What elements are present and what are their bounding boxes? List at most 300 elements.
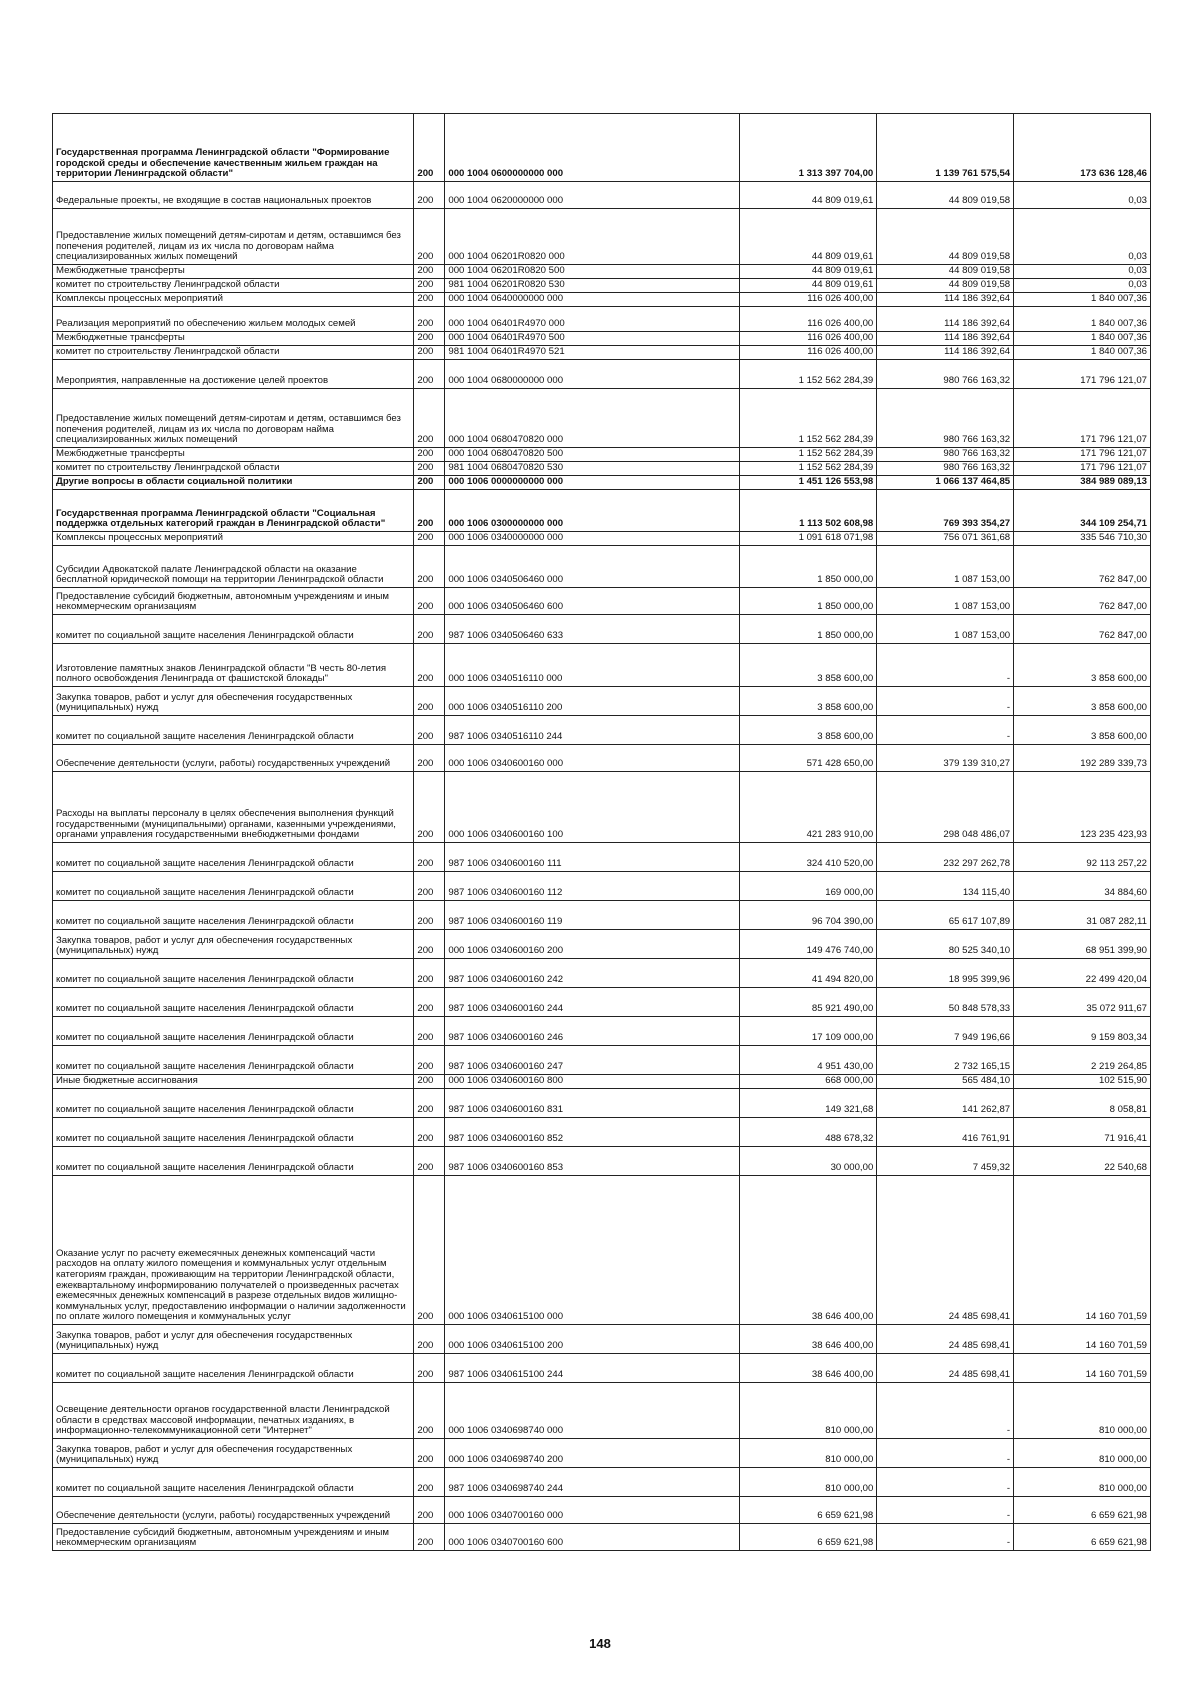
unexecuted-amount-cell: 6 659 621,98 bbox=[1014, 1524, 1151, 1551]
budget-classification-code-cell: 000 1004 0680000000 000 bbox=[445, 360, 740, 389]
expense-name-cell: комитет по социальной защите населения Ленинградской области bbox=[53, 1118, 414, 1147]
approved-amount-cell: 668 000,00 bbox=[740, 1075, 877, 1089]
executed-amount-cell: 7 949 196,66 bbox=[877, 1017, 1014, 1046]
executed-amount-cell: 416 761,91 bbox=[877, 1118, 1014, 1147]
approved-amount-cell: 17 109 000,00 bbox=[740, 1017, 877, 1046]
line-code-cell: 200 bbox=[414, 1468, 445, 1497]
table-row bbox=[53, 716, 1151, 745]
approved-amount-cell: 571 428 650,00 bbox=[740, 745, 877, 772]
line-code-cell: 200 bbox=[414, 1325, 445, 1354]
table-row bbox=[53, 872, 1151, 901]
executed-amount-cell: 2 732 165,15 bbox=[877, 1046, 1014, 1075]
executed-amount-cell: - bbox=[877, 644, 1014, 687]
expense-name-cell: комитет по социальной защите населения Ленинградской области bbox=[53, 716, 414, 745]
expense-name-cell: Освещение деятельности органов государственной власти Ленинградской области в средствах массовой информации, печатных изданиях, в информационно-телекоммуникационной сети "Интернет" bbox=[53, 1383, 414, 1439]
executed-amount-cell: 24 485 698,41 bbox=[877, 1176, 1014, 1325]
table-row bbox=[53, 1017, 1151, 1046]
approved-amount-cell: 96 704 390,00 bbox=[740, 901, 877, 930]
executed-amount-cell: - bbox=[877, 1524, 1014, 1551]
line-code-cell: 200 bbox=[414, 360, 445, 389]
table-row bbox=[53, 1089, 1151, 1118]
table-row bbox=[53, 1147, 1151, 1176]
executed-amount-cell: 80 525 340,10 bbox=[877, 930, 1014, 959]
budget-classification-code-cell: 981 1004 06201R0820 530 bbox=[445, 279, 740, 293]
budget-classification-code-cell: 987 1006 0340698740 244 bbox=[445, 1468, 740, 1497]
executed-amount-cell: 65 617 107,89 bbox=[877, 901, 1014, 930]
expense-name-cell: Предоставление субсидий бюджетным, автономным учреждениям и иным некоммерческим организациям bbox=[53, 588, 414, 615]
budget-classification-code-cell: 987 1006 0340600160 246 bbox=[445, 1017, 740, 1046]
unexecuted-amount-cell: 8 058,81 bbox=[1014, 1089, 1151, 1118]
unexecuted-amount-cell: 0,03 bbox=[1014, 209, 1151, 265]
approved-amount-cell: 44 809 019,61 bbox=[740, 209, 877, 265]
line-code-cell: 200 bbox=[414, 546, 445, 588]
executed-amount-cell: 1 087 153,00 bbox=[877, 615, 1014, 644]
expense-name-cell: комитет по социальной защите населения Ленинградской области bbox=[53, 1046, 414, 1075]
budget-classification-code-cell: 000 1006 0340615100 200 bbox=[445, 1325, 740, 1354]
table-row bbox=[53, 1075, 1151, 1089]
budget-classification-code-cell: 987 1006 0340600160 831 bbox=[445, 1089, 740, 1118]
budget-classification-code-cell: 000 1006 0340615100 000 bbox=[445, 1176, 740, 1325]
executed-amount-cell: 44 809 019,58 bbox=[877, 265, 1014, 279]
executed-amount-cell: 50 848 578,33 bbox=[877, 988, 1014, 1017]
approved-amount-cell: 44 809 019,61 bbox=[740, 265, 877, 279]
expense-name-cell: комитет по социальной защите населения Ленинградской области bbox=[53, 988, 414, 1017]
line-code-cell: 200 bbox=[414, 1354, 445, 1383]
table-row bbox=[53, 448, 1151, 462]
executed-amount-cell: 980 766 163,32 bbox=[877, 462, 1014, 476]
budget-classification-code-cell: 000 1004 06201R0820 000 bbox=[445, 209, 740, 265]
expense-name-cell: Государственная программа Ленинградской области "Формирование городской среды и обеспечение качественным жильем граждан на территории Ленинградской области" bbox=[53, 114, 414, 182]
expense-name-cell: Изготовление памятных знаков Ленинградской области "В честь 80-летия полного освобождения Ленинграда от фашистской блокады" bbox=[53, 644, 414, 687]
line-code-cell: 200 bbox=[414, 930, 445, 959]
budget-classification-code-cell: 987 1006 0340615100 244 bbox=[445, 1354, 740, 1383]
table-row bbox=[53, 644, 1151, 687]
line-code-cell: 200 bbox=[414, 448, 445, 462]
line-code-cell: 200 bbox=[414, 843, 445, 872]
line-code-cell: 200 bbox=[414, 1075, 445, 1089]
expense-name-cell: Обеспечение деятельности (услуги, работы) государственных учреждений bbox=[53, 745, 414, 772]
unexecuted-amount-cell: 34 884,60 bbox=[1014, 872, 1151, 901]
approved-amount-cell: 85 921 490,00 bbox=[740, 988, 877, 1017]
budget-classification-code-cell: 000 1006 0340600160 000 bbox=[445, 745, 740, 772]
approved-amount-cell: 1 451 126 553,98 bbox=[740, 476, 877, 490]
table-row bbox=[53, 476, 1151, 490]
approved-amount-cell: 30 000,00 bbox=[740, 1147, 877, 1176]
expense-name-cell: комитет по социальной защите населения Ленинградской области bbox=[53, 872, 414, 901]
budget-classification-code-cell: 000 1006 0340698740 000 bbox=[445, 1383, 740, 1439]
executed-amount-cell: 114 186 392,64 bbox=[877, 332, 1014, 346]
approved-amount-cell: 116 026 400,00 bbox=[740, 293, 877, 307]
approved-amount-cell: 324 410 520,00 bbox=[740, 843, 877, 872]
unexecuted-amount-cell: 102 515,90 bbox=[1014, 1075, 1151, 1089]
line-code-cell: 200 bbox=[414, 988, 445, 1017]
budget-classification-code-cell: 000 1004 0620000000 000 bbox=[445, 182, 740, 209]
approved-amount-cell: 3 858 600,00 bbox=[740, 716, 877, 745]
table-row bbox=[53, 279, 1151, 293]
table-row bbox=[53, 988, 1151, 1017]
expense-name-cell: Межбюджетные трансферты bbox=[53, 265, 414, 279]
budget-classification-code-cell: 987 1006 0340600160 852 bbox=[445, 1118, 740, 1147]
expense-name-cell: комитет по социальной защите населения Ленинградской области bbox=[53, 901, 414, 930]
table-row bbox=[53, 490, 1151, 532]
line-code-cell: 200 bbox=[414, 588, 445, 615]
budget-classification-code-cell: 987 1006 0340600160 112 bbox=[445, 872, 740, 901]
table-row bbox=[53, 1468, 1151, 1497]
line-code-cell: 200 bbox=[414, 209, 445, 265]
approved-amount-cell: 44 809 019,61 bbox=[740, 182, 877, 209]
approved-amount-cell: 3 858 600,00 bbox=[740, 687, 877, 716]
budget-classification-code-cell: 000 1004 06401R4970 000 bbox=[445, 307, 740, 332]
expense-name-cell: Мероприятия, направленные на достижение целей проектов bbox=[53, 360, 414, 389]
approved-amount-cell: 44 809 019,61 bbox=[740, 279, 877, 293]
executed-amount-cell: 1 139 761 575,54 bbox=[877, 114, 1014, 182]
expense-name-cell: Комплексы процессных мероприятий bbox=[53, 532, 414, 546]
expense-name-cell: Федеральные проекты, не входящие в состав национальных проектов bbox=[53, 182, 414, 209]
budget-classification-code-cell: 987 1006 0340516110 244 bbox=[445, 716, 740, 745]
unexecuted-amount-cell: 3 858 600,00 bbox=[1014, 687, 1151, 716]
expense-name-cell: комитет по социальной защите населения Ленинградской области bbox=[53, 1147, 414, 1176]
approved-amount-cell: 810 000,00 bbox=[740, 1383, 877, 1439]
executed-amount-cell: 980 766 163,32 bbox=[877, 389, 1014, 448]
unexecuted-amount-cell: 762 847,00 bbox=[1014, 546, 1151, 588]
approved-amount-cell: 38 646 400,00 bbox=[740, 1325, 877, 1354]
line-code-cell: 200 bbox=[414, 114, 445, 182]
executed-amount-cell: 114 186 392,64 bbox=[877, 346, 1014, 360]
table-row bbox=[53, 114, 1151, 182]
executed-amount-cell: 980 766 163,32 bbox=[877, 448, 1014, 462]
budget-classification-code-cell: 000 1006 0340600160 200 bbox=[445, 930, 740, 959]
executed-amount-cell: 980 766 163,32 bbox=[877, 360, 1014, 389]
unexecuted-amount-cell: 14 160 701,59 bbox=[1014, 1176, 1151, 1325]
line-code-cell: 200 bbox=[414, 346, 445, 360]
expense-name-cell: Предоставление жилых помещений детям-сиротам и детям, оставшимся без попечения родителей, лицам из их числа по договорам найма специализированных жилых помещений bbox=[53, 209, 414, 265]
unexecuted-amount-cell: 123 235 423,93 bbox=[1014, 772, 1151, 843]
budget-classification-code-cell: 981 1004 06401R4970 521 bbox=[445, 346, 740, 360]
approved-amount-cell: 38 646 400,00 bbox=[740, 1176, 877, 1325]
budget-classification-code-cell: 987 1006 0340600160 119 bbox=[445, 901, 740, 930]
budget-classification-code-cell: 000 1006 0340600160 800 bbox=[445, 1075, 740, 1089]
unexecuted-amount-cell: 0,03 bbox=[1014, 279, 1151, 293]
expense-name-cell: Комплексы процессных мероприятий bbox=[53, 293, 414, 307]
budget-classification-code-cell: 000 1006 0340700160 600 bbox=[445, 1524, 740, 1551]
line-code-cell: 200 bbox=[414, 687, 445, 716]
table-row bbox=[53, 843, 1151, 872]
line-code-cell: 200 bbox=[414, 293, 445, 307]
line-code-cell: 200 bbox=[414, 1524, 445, 1551]
expense-name-cell: Иные бюджетные ассигнования bbox=[53, 1075, 414, 1089]
unexecuted-amount-cell: 1 840 007,36 bbox=[1014, 307, 1151, 332]
table-row bbox=[53, 930, 1151, 959]
expense-name-cell: Обеспечение деятельности (услуги, работы) государственных учреждений bbox=[53, 1497, 414, 1524]
table-row bbox=[53, 687, 1151, 716]
table-row bbox=[53, 959, 1151, 988]
budget-classification-code-cell: 000 1006 0340506460 000 bbox=[445, 546, 740, 588]
line-code-cell: 200 bbox=[414, 265, 445, 279]
expense-name-cell: Закупка товаров, работ и услуг для обеспечения государственных (муниципальных) нужд bbox=[53, 1439, 414, 1468]
executed-amount-cell: - bbox=[877, 1383, 1014, 1439]
line-code-cell: 200 bbox=[414, 959, 445, 988]
line-code-cell: 200 bbox=[414, 1147, 445, 1176]
unexecuted-amount-cell: 3 858 600,00 bbox=[1014, 716, 1151, 745]
unexecuted-amount-cell: 35 072 911,67 bbox=[1014, 988, 1151, 1017]
table-row bbox=[53, 462, 1151, 476]
unexecuted-amount-cell: 171 796 121,07 bbox=[1014, 389, 1151, 448]
executed-amount-cell: - bbox=[877, 1468, 1014, 1497]
table-row bbox=[53, 1383, 1151, 1439]
expense-name-cell: комитет по социальной защите населения Ленинградской области bbox=[53, 1354, 414, 1383]
expense-name-cell: комитет по социальной защите населения Ленинградской области bbox=[53, 1089, 414, 1118]
expense-name-cell: комитет по социальной защите населения Ленинградской области bbox=[53, 959, 414, 988]
approved-amount-cell: 4 951 430,00 bbox=[740, 1046, 877, 1075]
approved-amount-cell: 1 113 502 608,98 bbox=[740, 490, 877, 532]
budget-classification-code-cell: 000 1006 0340516110 200 bbox=[445, 687, 740, 716]
unexecuted-amount-cell: 3 858 600,00 bbox=[1014, 644, 1151, 687]
budget-classification-code-cell: 987 1006 0340600160 111 bbox=[445, 843, 740, 872]
line-code-cell: 200 bbox=[414, 307, 445, 332]
approved-amount-cell: 810 000,00 bbox=[740, 1468, 877, 1497]
approved-amount-cell: 1 152 562 284,39 bbox=[740, 360, 877, 389]
executed-amount-cell: 1 066 137 464,85 bbox=[877, 476, 1014, 490]
line-code-cell: 200 bbox=[414, 872, 445, 901]
budget-classification-code-cell: 981 1004 0680470820 530 bbox=[445, 462, 740, 476]
executed-amount-cell: 114 186 392,64 bbox=[877, 307, 1014, 332]
budget-classification-code-cell: 987 1006 0340600160 853 bbox=[445, 1147, 740, 1176]
table-row bbox=[53, 346, 1151, 360]
expense-name-cell: Оказание услуг по расчету ежемесячных денежных компенсаций части расходов на оплату жилого помещения и коммунальных услуг отдельным категориям граждан, проживающим на территории Ленинградской области, ежеквартальному информированию получателей о произведенных расчетах ежемесячных денежных компенсаций в разрезе отдельных видов жилищно-коммунальных услуг, предоставлению информации о наличии задолженности по оплате жилого помещения и коммунальных услуг bbox=[53, 1176, 414, 1325]
approved-amount-cell: 421 283 910,00 bbox=[740, 772, 877, 843]
executed-amount-cell: 565 484,10 bbox=[877, 1075, 1014, 1089]
executed-amount-cell: 18 995 399,96 bbox=[877, 959, 1014, 988]
executed-amount-cell: 232 297 262,78 bbox=[877, 843, 1014, 872]
line-code-cell: 200 bbox=[414, 476, 445, 490]
table-row bbox=[53, 1325, 1151, 1354]
unexecuted-amount-cell: 1 840 007,36 bbox=[1014, 332, 1151, 346]
expense-name-cell: Закупка товаров, работ и услуг для обеспечения государственных (муниципальных) нужд bbox=[53, 930, 414, 959]
unexecuted-amount-cell: 1 840 007,36 bbox=[1014, 293, 1151, 307]
unexecuted-amount-cell: 810 000,00 bbox=[1014, 1468, 1151, 1497]
budget-classification-code-cell: 000 1006 0300000000 000 bbox=[445, 490, 740, 532]
unexecuted-amount-cell: 173 636 128,46 bbox=[1014, 114, 1151, 182]
executed-amount-cell: 1 087 153,00 bbox=[877, 588, 1014, 615]
executed-amount-cell: 114 186 392,64 bbox=[877, 293, 1014, 307]
expense-name-cell: Реализация мероприятий по обеспечению жильем молодых семей bbox=[53, 307, 414, 332]
expense-name-cell: комитет по строительству Ленинградской области bbox=[53, 346, 414, 360]
approved-amount-cell: 1 850 000,00 bbox=[740, 546, 877, 588]
expense-name-cell: комитет по социальной защите населения Ленинградской области bbox=[53, 1468, 414, 1497]
executed-amount-cell: 134 115,40 bbox=[877, 872, 1014, 901]
approved-amount-cell: 149 321,68 bbox=[740, 1089, 877, 1118]
line-code-cell: 200 bbox=[414, 1089, 445, 1118]
expense-name-cell: комитет по социальной защите населения Ленинградской области bbox=[53, 1017, 414, 1046]
unexecuted-amount-cell: 344 109 254,71 bbox=[1014, 490, 1151, 532]
table-row bbox=[53, 901, 1151, 930]
executed-amount-cell: - bbox=[877, 716, 1014, 745]
unexecuted-amount-cell: 68 951 399,90 bbox=[1014, 930, 1151, 959]
unexecuted-amount-cell: 0,03 bbox=[1014, 265, 1151, 279]
table-row bbox=[53, 1439, 1151, 1468]
unexecuted-amount-cell: 92 113 257,22 bbox=[1014, 843, 1151, 872]
table-row bbox=[53, 389, 1151, 448]
table-row bbox=[53, 1354, 1151, 1383]
approved-amount-cell: 1 152 562 284,39 bbox=[740, 462, 877, 476]
table-row bbox=[53, 532, 1151, 546]
unexecuted-amount-cell: 71 916,41 bbox=[1014, 1118, 1151, 1147]
executed-amount-cell: 756 071 361,68 bbox=[877, 532, 1014, 546]
unexecuted-amount-cell: 192 289 339,73 bbox=[1014, 745, 1151, 772]
approved-amount-cell: 116 026 400,00 bbox=[740, 346, 877, 360]
executed-amount-cell: 44 809 019,58 bbox=[877, 182, 1014, 209]
table-row bbox=[53, 772, 1151, 843]
table-row bbox=[53, 546, 1151, 588]
line-code-cell: 200 bbox=[414, 1046, 445, 1075]
unexecuted-amount-cell: 171 796 121,07 bbox=[1014, 462, 1151, 476]
budget-classification-code-cell: 000 1004 0640000000 000 bbox=[445, 293, 740, 307]
approved-amount-cell: 1 313 397 704,00 bbox=[740, 114, 877, 182]
budget-classification-code-cell: 987 1006 0340600160 244 bbox=[445, 988, 740, 1017]
table-row bbox=[53, 182, 1151, 209]
unexecuted-amount-cell: 1 840 007,36 bbox=[1014, 346, 1151, 360]
unexecuted-amount-cell: 14 160 701,59 bbox=[1014, 1354, 1151, 1383]
line-code-cell: 200 bbox=[414, 644, 445, 687]
expense-name-cell: Межбюджетные трансферты bbox=[53, 448, 414, 462]
approved-amount-cell: 41 494 820,00 bbox=[740, 959, 877, 988]
table-row bbox=[53, 293, 1151, 307]
executed-amount-cell: 44 809 019,58 bbox=[877, 209, 1014, 265]
table-row bbox=[53, 209, 1151, 265]
unexecuted-amount-cell: 6 659 621,98 bbox=[1014, 1497, 1151, 1524]
unexecuted-amount-cell: 0,03 bbox=[1014, 182, 1151, 209]
budget-classification-code-cell: 000 1004 06201R0820 500 bbox=[445, 265, 740, 279]
budget-classification-code-cell: 000 1006 0340516110 000 bbox=[445, 644, 740, 687]
expense-name-cell: Расходы на выплаты персоналу в целях обеспечения выполнения функций государственными (муниципальными) органами, казенными учреждениями, органами управления государственными внебюджетными фондами bbox=[53, 772, 414, 843]
executed-amount-cell: 7 459,32 bbox=[877, 1147, 1014, 1176]
expense-name-cell: Межбюджетные трансферты bbox=[53, 332, 414, 346]
approved-amount-cell: 1 850 000,00 bbox=[740, 615, 877, 644]
table-row bbox=[53, 1176, 1151, 1325]
line-code-cell: 200 bbox=[414, 1017, 445, 1046]
budget-classification-code-cell: 987 1006 0340506460 633 bbox=[445, 615, 740, 644]
page-number: 148 bbox=[589, 1636, 611, 1651]
budget-classification-code-cell: 987 1006 0340600160 247 bbox=[445, 1046, 740, 1075]
expense-name-cell: комитет по социальной защите населения Ленинградской области bbox=[53, 615, 414, 644]
expense-name-cell: Субсидии Адвокатской палате Ленинградской области на оказание бесплатной юридической помощи на территории Ленинградской области bbox=[53, 546, 414, 588]
approved-amount-cell: 38 646 400,00 bbox=[740, 1354, 877, 1383]
line-code-cell: 200 bbox=[414, 462, 445, 476]
approved-amount-cell: 1 152 562 284,39 bbox=[740, 448, 877, 462]
line-code-cell: 200 bbox=[414, 1497, 445, 1524]
unexecuted-amount-cell: 171 796 121,07 bbox=[1014, 360, 1151, 389]
expense-name-cell: Предоставление субсидий бюджетным, автономным учреждениям и иным некоммерческим организациям bbox=[53, 1524, 414, 1551]
line-code-cell: 200 bbox=[414, 1439, 445, 1468]
line-code-cell: 200 bbox=[414, 745, 445, 772]
budget-classification-code-cell: 000 1004 0680470820 500 bbox=[445, 448, 740, 462]
executed-amount-cell: 24 485 698,41 bbox=[877, 1325, 1014, 1354]
executed-amount-cell: 44 809 019,58 bbox=[877, 279, 1014, 293]
table-row bbox=[53, 1046, 1151, 1075]
expense-name-cell: Закупка товаров, работ и услуг для обеспечения государственных (муниципальных) нужд bbox=[53, 687, 414, 716]
budget-classification-code-cell: 000 1006 0340600160 100 bbox=[445, 772, 740, 843]
unexecuted-amount-cell: 14 160 701,59 bbox=[1014, 1325, 1151, 1354]
approved-amount-cell: 6 659 621,98 bbox=[740, 1497, 877, 1524]
table-row bbox=[53, 332, 1151, 346]
unexecuted-amount-cell: 31 087 282,11 bbox=[1014, 901, 1151, 930]
approved-amount-cell: 116 026 400,00 bbox=[740, 332, 877, 346]
expense-name-cell: Предоставление жилых помещений детям-сиротам и детям, оставшимся без попечения родителей, лицам из их числа по договорам найма специализированных жилых помещений bbox=[53, 389, 414, 448]
table-row bbox=[53, 588, 1151, 615]
budget-classification-code-cell: 000 1006 0340000000 000 bbox=[445, 532, 740, 546]
budget-classification-code-cell: 000 1004 06401R4970 500 bbox=[445, 332, 740, 346]
executed-amount-cell: - bbox=[877, 687, 1014, 716]
approved-amount-cell: 810 000,00 bbox=[740, 1439, 877, 1468]
line-code-cell: 200 bbox=[414, 901, 445, 930]
executed-amount-cell: 379 139 310,27 bbox=[877, 745, 1014, 772]
line-code-cell: 200 bbox=[414, 389, 445, 448]
executed-amount-cell: - bbox=[877, 1497, 1014, 1524]
executed-amount-cell: - bbox=[877, 1439, 1014, 1468]
unexecuted-amount-cell: 22 499 420,04 bbox=[1014, 959, 1151, 988]
unexecuted-amount-cell: 22 540,68 bbox=[1014, 1147, 1151, 1176]
line-code-cell: 200 bbox=[414, 490, 445, 532]
line-code-cell: 200 bbox=[414, 716, 445, 745]
line-code-cell: 200 bbox=[414, 182, 445, 209]
approved-amount-cell: 169 000,00 bbox=[740, 872, 877, 901]
unexecuted-amount-cell: 9 159 803,34 bbox=[1014, 1017, 1151, 1046]
executed-amount-cell: 1 087 153,00 bbox=[877, 546, 1014, 588]
approved-amount-cell: 116 026 400,00 bbox=[740, 307, 877, 332]
table-body bbox=[53, 114, 1151, 1551]
table-row bbox=[53, 1118, 1151, 1147]
expense-name-cell: Закупка товаров, работ и услуг для обеспечения государственных (муниципальных) нужд bbox=[53, 1325, 414, 1354]
budget-classification-code-cell: 000 1006 0340700160 000 bbox=[445, 1497, 740, 1524]
report-sheet bbox=[52, 113, 1151, 1551]
line-code-cell: 200 bbox=[414, 1176, 445, 1325]
line-code-cell: 200 bbox=[414, 1118, 445, 1147]
table-row bbox=[53, 1497, 1151, 1524]
approved-amount-cell: 488 678,32 bbox=[740, 1118, 877, 1147]
line-code-cell: 200 bbox=[414, 532, 445, 546]
budget-classification-code-cell: 000 1004 0600000000 000 bbox=[445, 114, 740, 182]
unexecuted-amount-cell: 762 847,00 bbox=[1014, 588, 1151, 615]
executed-amount-cell: 141 262,87 bbox=[877, 1089, 1014, 1118]
approved-amount-cell: 1 152 562 284,39 bbox=[740, 389, 877, 448]
table-row bbox=[53, 360, 1151, 389]
budget-execution-table bbox=[52, 113, 1151, 1551]
approved-amount-cell: 149 476 740,00 bbox=[740, 930, 877, 959]
line-code-cell: 200 bbox=[414, 772, 445, 843]
expense-name-cell: комитет по социальной защите населения Ленинградской области bbox=[53, 843, 414, 872]
expense-name-cell: Государственная программа Ленинградской области "Социальная поддержка отдельных категорий граждан в Ленинградской области" bbox=[53, 490, 414, 532]
unexecuted-amount-cell: 810 000,00 bbox=[1014, 1383, 1151, 1439]
unexecuted-amount-cell: 384 989 089,13 bbox=[1014, 476, 1151, 490]
budget-classification-code-cell: 000 1006 0340506460 600 bbox=[445, 588, 740, 615]
line-code-cell: 200 bbox=[414, 1383, 445, 1439]
executed-amount-cell: 769 393 354,27 bbox=[877, 490, 1014, 532]
unexecuted-amount-cell: 171 796 121,07 bbox=[1014, 448, 1151, 462]
approved-amount-cell: 1 850 000,00 bbox=[740, 588, 877, 615]
table-row bbox=[53, 745, 1151, 772]
expense-name-cell: комитет по строительству Ленинградской области bbox=[53, 279, 414, 293]
table-row bbox=[53, 307, 1151, 332]
unexecuted-amount-cell: 762 847,00 bbox=[1014, 615, 1151, 644]
table-row bbox=[53, 1524, 1151, 1551]
budget-classification-code-cell: 000 1006 0000000000 000 bbox=[445, 476, 740, 490]
expense-name-cell: Другие вопросы в области социальной политики bbox=[53, 476, 414, 490]
executed-amount-cell: 24 485 698,41 bbox=[877, 1354, 1014, 1383]
table-row bbox=[53, 615, 1151, 644]
expense-name-cell: комитет по строительству Ленинградской области bbox=[53, 462, 414, 476]
unexecuted-amount-cell: 810 000,00 bbox=[1014, 1439, 1151, 1468]
budget-classification-code-cell: 987 1006 0340600160 242 bbox=[445, 959, 740, 988]
